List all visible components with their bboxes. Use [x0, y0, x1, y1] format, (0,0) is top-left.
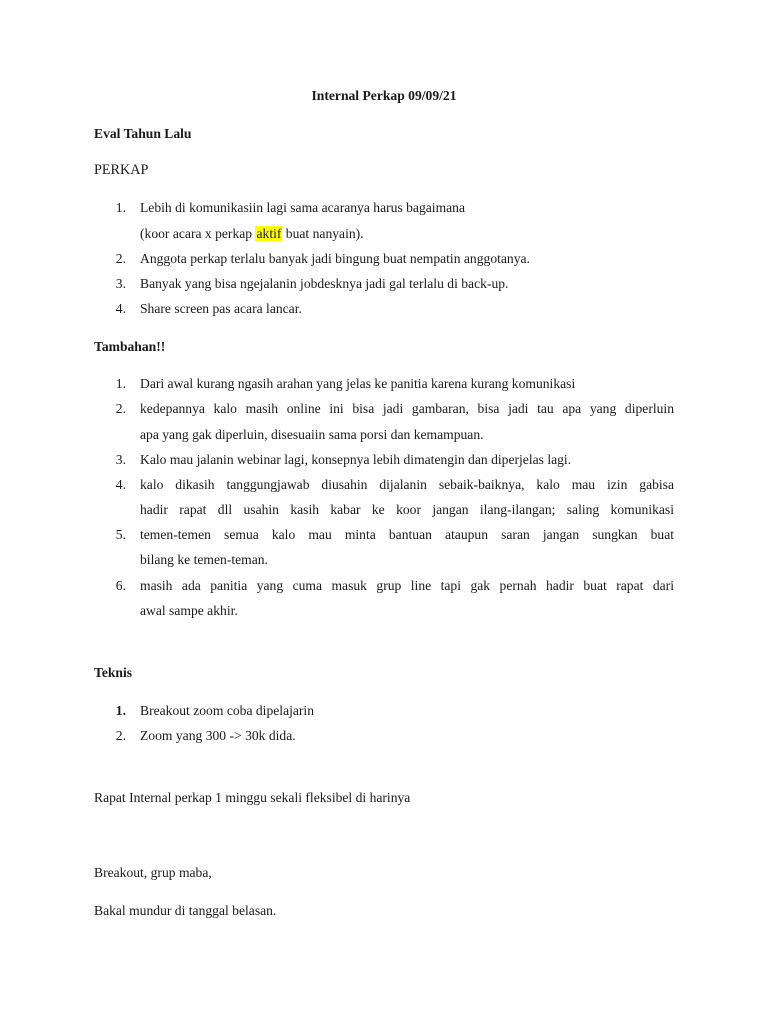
tambahan-heading: Tambahan!!: [94, 339, 166, 354]
list-item-text: Share screen pas acara lancar.: [140, 301, 302, 316]
list-number: 2.: [115, 728, 126, 743]
list-number: 1.: [115, 200, 126, 215]
list-item-text: Breakout zoom coba dipelajarin: [140, 703, 315, 718]
document-title: Internal Perkap 09/09/21: [311, 88, 457, 103]
list-item-text: kalo dikasih tanggungjawab diusahin dijalanin sebaik-baiknya, kalo mau izin gabisa: [140, 477, 674, 492]
list-number: 2.: [115, 251, 126, 266]
list-item-text-continued: [140, 227, 364, 241]
list-item-text: Lebih di komunikasiin lagi sama acaranya harus bagaimana: [140, 200, 466, 215]
note-paragraph: Rapat Internal perkap 1 minggu sekali fleksibel di harinya: [94, 790, 411, 805]
text-segment: buat nanyain).: [282, 226, 364, 241]
perkap-heading: PERKAP: [94, 162, 149, 178]
list-item-text: Dari awal kurang ngasih arahan yang jelas ke panitia karena kurang komunikasi: [140, 376, 576, 391]
list-number: 1.: [115, 376, 126, 391]
teknis-heading: Teknis: [94, 665, 133, 680]
list-item-text: Anggota perkap terlalu banyak jadi bingung buat nempatin anggotanya.: [140, 251, 530, 266]
note-paragraph: Breakout, grup maba,: [94, 865, 212, 880]
list-item-text: temen-temen semua kalo mau minta bantuan ataupun saran jangan sungkan buat: [140, 527, 674, 542]
list-number: 2.: [115, 401, 126, 416]
list-number: 1.: [115, 703, 126, 718]
list-item-text: masih ada panitia yang cuma masuk grup line tapi gak pernah hadir buat rapat dari: [140, 578, 674, 593]
list-item-text: Zoom yang 300 -> 30k dida.: [140, 728, 296, 743]
eval-heading: Eval Tahun Lalu: [94, 126, 192, 141]
list-item-text: Banyak yang bisa ngejalanin jobdesknya jadi gal terlalu di back-up.: [140, 276, 509, 291]
highlighted-text: aktif: [256, 226, 282, 241]
text-segment: (koor acara x perkap: [140, 226, 256, 241]
list-number: 5.: [115, 527, 126, 542]
list-item-text: Kalo mau jalanin webinar lagi, konsepnya lebih dimatengin dan diperjelas lagi.: [140, 452, 572, 467]
list-number: 3.: [115, 276, 126, 291]
list-item-text-continued: awal sampe akhir.: [140, 603, 238, 618]
list-item-text-continued: bilang ke temen-teman.: [140, 552, 268, 567]
list-number: 4.: [115, 301, 126, 316]
list-item-text-continued: apa yang gak diperluin, disesuaiin sama porsi dan kemampuan.: [140, 427, 484, 442]
list-number: 3.: [115, 452, 126, 467]
note-paragraph: Bakal mundur di tanggal belasan.: [94, 903, 277, 918]
list-number: 6.: [115, 578, 126, 593]
list-item-text: kedepannya kalo masih online ini bisa jadi gambaran, bisa jadi tau apa yang diperluin: [140, 401, 674, 416]
list-number: 4.: [115, 477, 126, 492]
list-item-text-continued: hadir rapat dll usahin kasih kabar ke koor jangan ilang-ilangan; saling komunikasi: [140, 502, 674, 517]
